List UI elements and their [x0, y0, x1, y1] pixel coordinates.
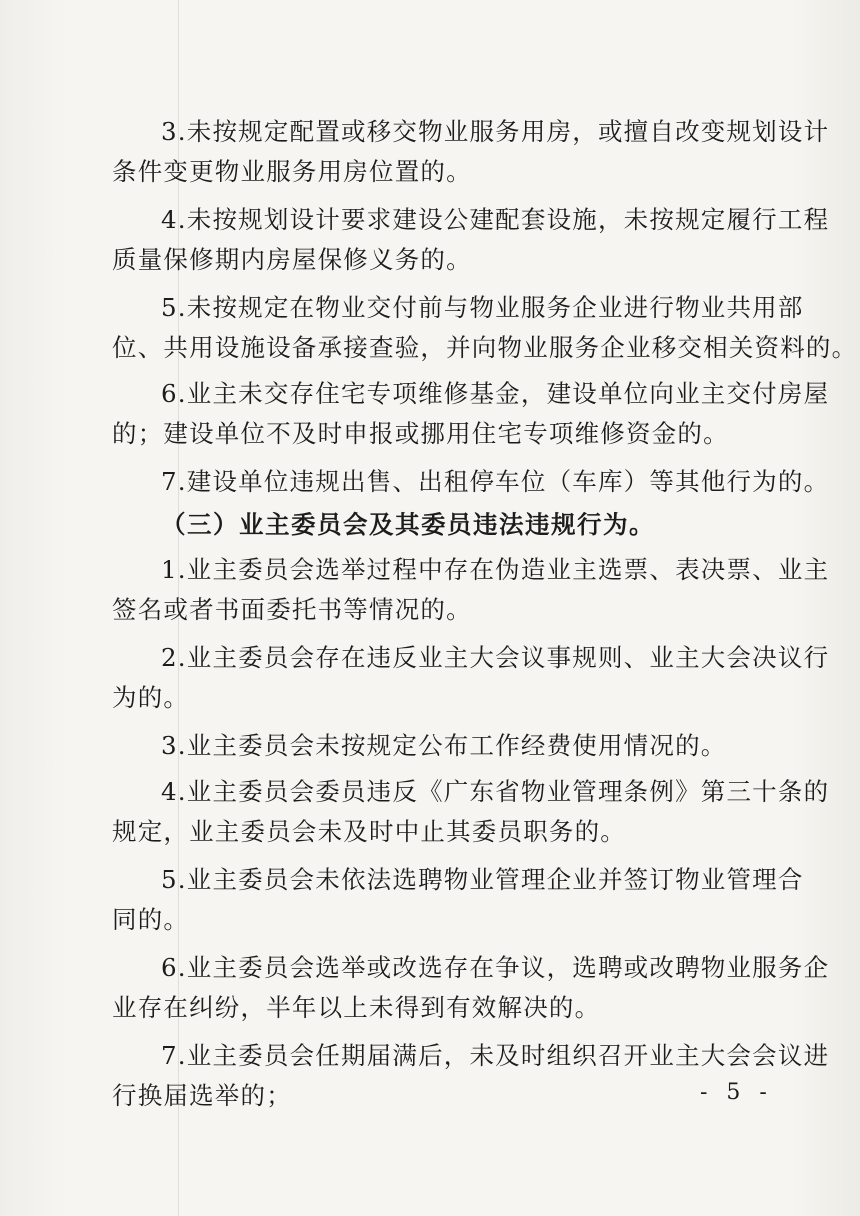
- text-line: 4.业主委员会委员违反《广东省物业管理条例》第三十条的: [161, 777, 830, 806]
- text-line: 6.业主委员会选举或改选存在争议，选聘或改聘物业服务企: [161, 953, 830, 982]
- text-line: 位、共用设施设备承接查验，并向物业服务企业移交相关资料的。: [112, 333, 858, 362]
- text-line: 条件变更物业服务用房位置的。: [112, 157, 472, 186]
- page-number: - 5 -: [700, 1080, 773, 1105]
- section-heading: （三）业主委员会及其委员违法违规行为。: [161, 510, 655, 539]
- text-line: 的；建设单位不及时申报或挪用住宅专项维修资金的。: [112, 419, 729, 448]
- text-line: 质量保修期内房屋保修义务的。: [112, 245, 472, 274]
- text-line: 7.建设单位违规出售、出租停车位（车库）等其他行为的。: [161, 467, 830, 496]
- text-line: 业存在纠纷，半年以上未得到有效解决的。: [112, 993, 601, 1022]
- text-line: 7.业主委员会任期届满后，未及时组织召开业主大会会议进: [161, 1041, 830, 1070]
- text-line: 为的。: [112, 683, 190, 712]
- text-line: 5.业主委员会未依法选聘物业管理企业并签订物业管理合: [161, 865, 804, 894]
- text-line: 1.业主委员会选举过程中存在伪造业主选票、表决票、业主: [161, 555, 830, 584]
- text-line: 4.未按规划设计要求建设公建配套设施，未按规定履行工程: [161, 205, 830, 234]
- text-line: 3.业主委员会未按规定公布工作经费使用情况的。: [161, 731, 727, 760]
- text-line: 签名或者书面委托书等情况的。: [112, 595, 472, 624]
- text-line: 3.未按规定配置或移交物业服务用房，或擅自改变规划设计: [161, 117, 830, 146]
- text-line: 6.业主未交存住宅专项维修基金，建设单位向业主交付房屋: [161, 379, 830, 408]
- text-line: 2.业主委员会存在违反业主大会议事规则、业主大会决议行: [161, 643, 830, 672]
- text-line: 5.未按规定在物业交付前与物业服务企业进行物业共用部: [161, 293, 804, 322]
- text-line: 规定，业主委员会未及时中止其委员职务的。: [112, 817, 626, 846]
- text-line: 同的。: [112, 905, 190, 934]
- text-line: 行换届选举的；: [112, 1081, 292, 1110]
